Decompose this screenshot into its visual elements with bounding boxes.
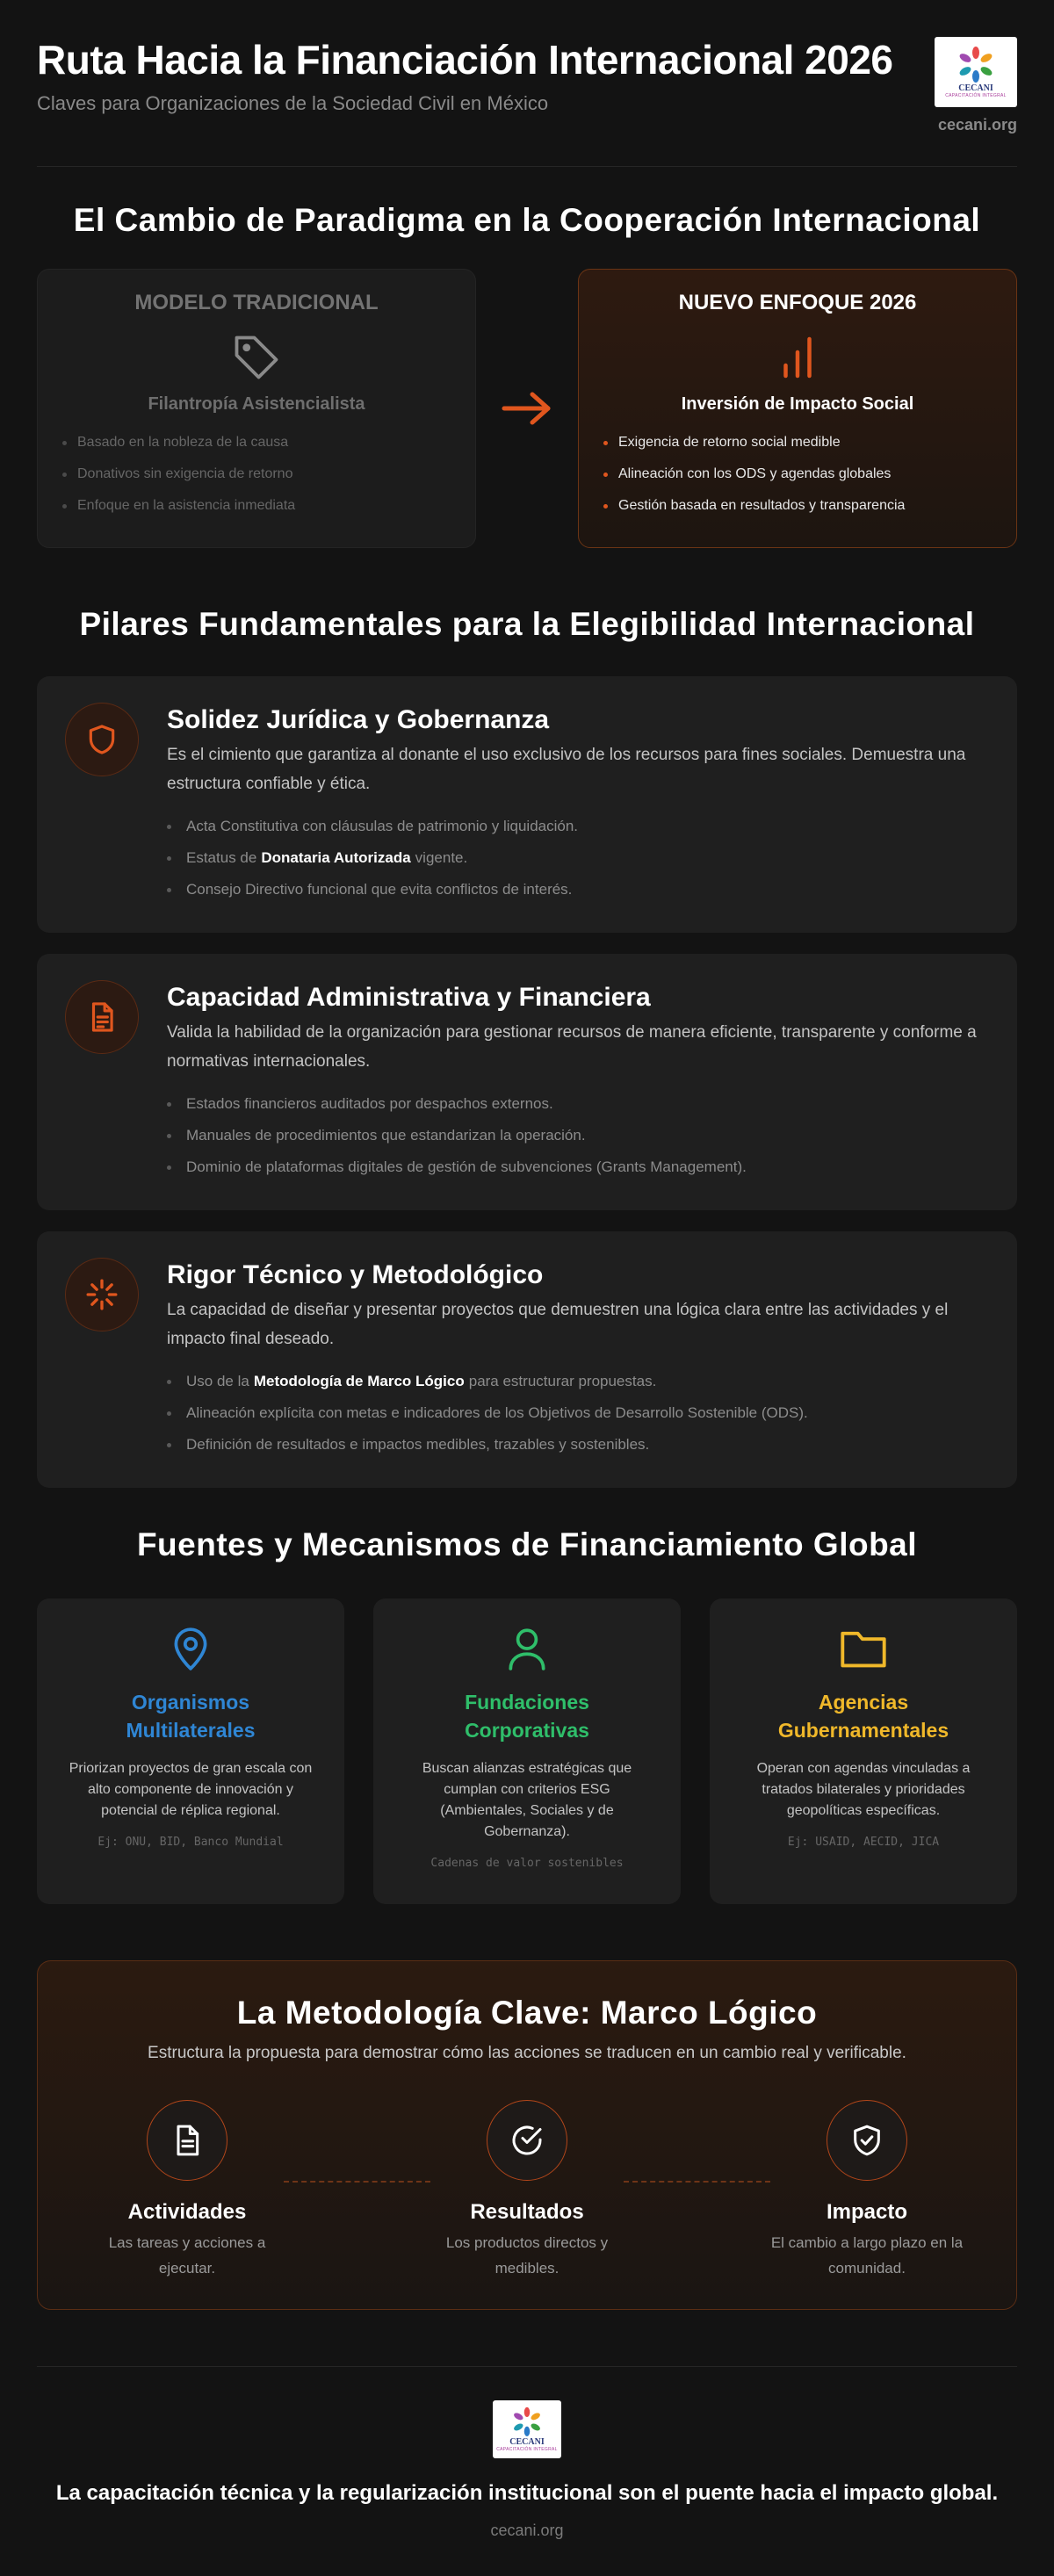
pillars-list — [37, 676, 1017, 1488]
traditional-model-card — [37, 269, 476, 548]
traditional-model-subtitle: Filantropía Asistencialista — [148, 394, 365, 414]
header — [37, 0, 1017, 167]
user-icon — [403, 1625, 651, 1676]
paradigm-section — [37, 202, 1017, 548]
logo-subtext: CAPACITACIÓN INTEGRAL — [945, 93, 1007, 98]
source-name: Agencias Gubernamentales — [777, 1691, 949, 1742]
bullet-text: para estructurar propuestas. — [468, 1373, 657, 1389]
step-description: Las tareas y acciones a ejecutar. — [108, 2234, 266, 2277]
pillar-description: Es el cimiento que garantiza al donante el uso exclusivo de los recursos para fines sociales. Demuestra una estructura confiable y ética. — [167, 746, 966, 793]
pillar-title: Solidez Jurídica y Gobernanza — [167, 705, 550, 734]
footer-tagline: La capacitación técnica y la regularización institucional son el puente hacia el impacto global. — [55, 2481, 999, 2505]
step-name: Actividades — [127, 2200, 247, 2224]
traditional-model-list — [62, 427, 451, 522]
pillar-body — [167, 1258, 989, 1461]
pillar-card — [37, 954, 1017, 1210]
step-description: Los productos directos y medibles. — [445, 2234, 609, 2277]
bullet-text: Definición de resultados e impactos medibles, trazables y sostenibles. — [186, 1436, 650, 1453]
list-item — [167, 874, 989, 906]
header-text — [37, 37, 893, 115]
brand — [935, 37, 1017, 134]
new-approach-subtitle: Inversión de Impacto Social — [681, 394, 914, 414]
document-icon — [65, 980, 139, 1054]
bullet-text: Estatus de — [186, 849, 257, 866]
source-card-multilateral — [37, 1598, 344, 1904]
paradigm-comparison — [37, 269, 1017, 548]
step-results — [430, 2100, 624, 2281]
pillar-bullets — [167, 1088, 989, 1183]
list-item — [167, 1366, 989, 1397]
list-item — [167, 842, 989, 874]
source-example: Cadenas de valor sostenibles — [430, 1857, 624, 1870]
logo-text: CECANI — [509, 2437, 545, 2447]
new-approach-heading: NUEVO ENFOQUE 2026 — [678, 291, 917, 314]
traditional-model-heading: MODELO TRADICIONAL — [134, 291, 379, 314]
source-card-government — [710, 1598, 1017, 1904]
bullet-highlight: Metodología de Marco Lógico — [253, 1373, 465, 1389]
bullet-text: Manuales de procedimientos que estandarizan la operación. — [186, 1127, 586, 1144]
header-url[interactable]: cecani.org — [937, 116, 1017, 133]
pillar-body — [167, 980, 989, 1184]
tag-icon — [62, 331, 451, 384]
list-item: Donativos sin exigencia de retorno — [62, 458, 451, 490]
pillar-title: Capacidad Administrativa y Financiera — [167, 983, 651, 1012]
list-item: Enfoque en la asistencia inmediata — [62, 490, 451, 522]
source-example: Ej: USAID, AECID, JICA — [787, 1836, 940, 1849]
source-description: Buscan alianzas estratégicas que cumplan con criterios ESG (Ambientales, Sociales y de Gobernanza). — [422, 1761, 632, 1839]
step-name: Impacto — [826, 2200, 907, 2224]
loader-icon — [65, 1258, 139, 1331]
logo-mark-icon — [955, 46, 997, 83]
source-description: Priorizan proyectos de gran escala con alto componente de innovación y potencial de réplica regional. — [69, 1761, 313, 1818]
footer — [37, 2366, 1017, 2540]
source-name: Fundaciones Corporativas — [465, 1691, 589, 1742]
sources-grid — [37, 1598, 1017, 1904]
pillar-card — [37, 676, 1017, 933]
list-item — [167, 1120, 989, 1151]
source-description: Operan con agendas vinculadas a tratados bilaterales y prioridades geopolíticas específicas. — [756, 1761, 971, 1818]
step-impact — [770, 2100, 964, 2281]
pillar-bullets — [167, 1366, 989, 1461]
logo-subtext: CAPACITACIÓN INTEGRAL — [496, 2447, 558, 2452]
pillar-card — [37, 1231, 1017, 1488]
bullet-text: Uso de la — [186, 1373, 249, 1389]
list-item — [167, 1151, 989, 1183]
cecani-logo — [935, 37, 1017, 107]
check-circle-icon — [487, 2100, 567, 2181]
bullet-text: Alineación explícita con metas e indicadores de los Objetivos de Desarrollo Sostenible (ODS). — [186, 1404, 808, 1421]
list-item: Exigencia de retorno social medible — [603, 427, 992, 458]
bullet-highlight: Donataria Autorizada — [261, 849, 411, 866]
bullet-text: Acta Constitutiva con cláusulas de patrimonio y liquidación. — [186, 818, 579, 834]
page-title: Ruta Hacia la Financiación Internacional 2026 — [37, 37, 893, 83]
list-item — [167, 1429, 989, 1461]
sources-section — [37, 1526, 1017, 1904]
bullet-text: vigente. — [415, 849, 468, 866]
list-item — [167, 1397, 989, 1429]
method-subtitle: Estructura la propuesta para demostrar cómo las acciones se traducen en un cambio real y verificable. — [148, 2044, 906, 2062]
logo-mark-icon — [509, 2406, 545, 2436]
step-activities — [90, 2100, 284, 2281]
list-item — [167, 811, 989, 842]
shield-icon — [65, 703, 139, 776]
list-item: Alineación con los ODS y agendas globales — [603, 458, 992, 490]
logo-text: CECANI — [958, 83, 993, 93]
step-description: El cambio a largo plazo en la comunidad. — [770, 2234, 964, 2277]
sources-title: Fuentes y Mecanismos de Financiamiento Global — [136, 1526, 918, 1562]
pillar-body — [167, 703, 989, 906]
footer-logo — [493, 2400, 561, 2458]
list-item — [167, 1088, 989, 1120]
step-connector — [624, 2181, 770, 2183]
footer-url[interactable]: cecani.org — [490, 2522, 564, 2539]
shield-check-icon — [827, 2100, 907, 2181]
method-steps — [73, 2100, 981, 2281]
bullet-text: Dominio de plataformas digitales de gestión de subvenciones (Grants Management). — [186, 1158, 747, 1175]
step-connector — [284, 2181, 430, 2183]
pillar-bullets — [167, 811, 989, 906]
bullet-text: Consejo Directivo funcional que evita conflictos de interés. — [186, 881, 573, 898]
source-name: Organismos Multilaterales — [126, 1691, 256, 1742]
step-name: Resultados — [470, 2200, 584, 2224]
bullet-text: Estados financieros auditados por despachos externos. — [186, 1095, 553, 1112]
arrow-right-icon — [496, 391, 558, 426]
paradigm-title: El Cambio de Paradigma en la Cooperación Internacional — [73, 202, 981, 238]
method-title: La Metodología Clave: Marco Lógico — [236, 1995, 818, 2031]
file-text-icon — [147, 2100, 227, 2181]
pillar-description: La capacidad de diseñar y presentar proyectos que demuestren una lógica clara entre las actividades y el impacto final deseado. — [167, 1301, 949, 1348]
new-approach-list — [603, 427, 992, 522]
pillar-title: Rigor Técnico y Metodológico — [167, 1260, 544, 1289]
list-item: Basado en la nobleza de la causa — [62, 427, 451, 458]
pillars-section — [37, 606, 1017, 1488]
new-approach-card — [578, 269, 1017, 548]
pillar-description: Valida la habilidad de la organización para gestionar recursos de manera eficiente, transparente y conforme a normativas internacionales. — [167, 1023, 977, 1071]
pillars-title: Pilares Fundamentales para la Elegibilidad Internacional — [79, 606, 975, 642]
folder-icon — [740, 1625, 987, 1676]
page-subtitle: Claves para Organizaciones de la Sociedad Civil en México — [37, 91, 549, 114]
map-pin-icon — [67, 1625, 314, 1676]
method-section — [37, 1960, 1017, 2310]
source-card-corporate — [373, 1598, 681, 1904]
bar-chart-icon — [603, 331, 992, 384]
source-example: Ej: ONU, BID, Banco Mundial — [97, 1836, 284, 1849]
list-item: Gestión basada en resultados y transparencia — [603, 490, 992, 522]
